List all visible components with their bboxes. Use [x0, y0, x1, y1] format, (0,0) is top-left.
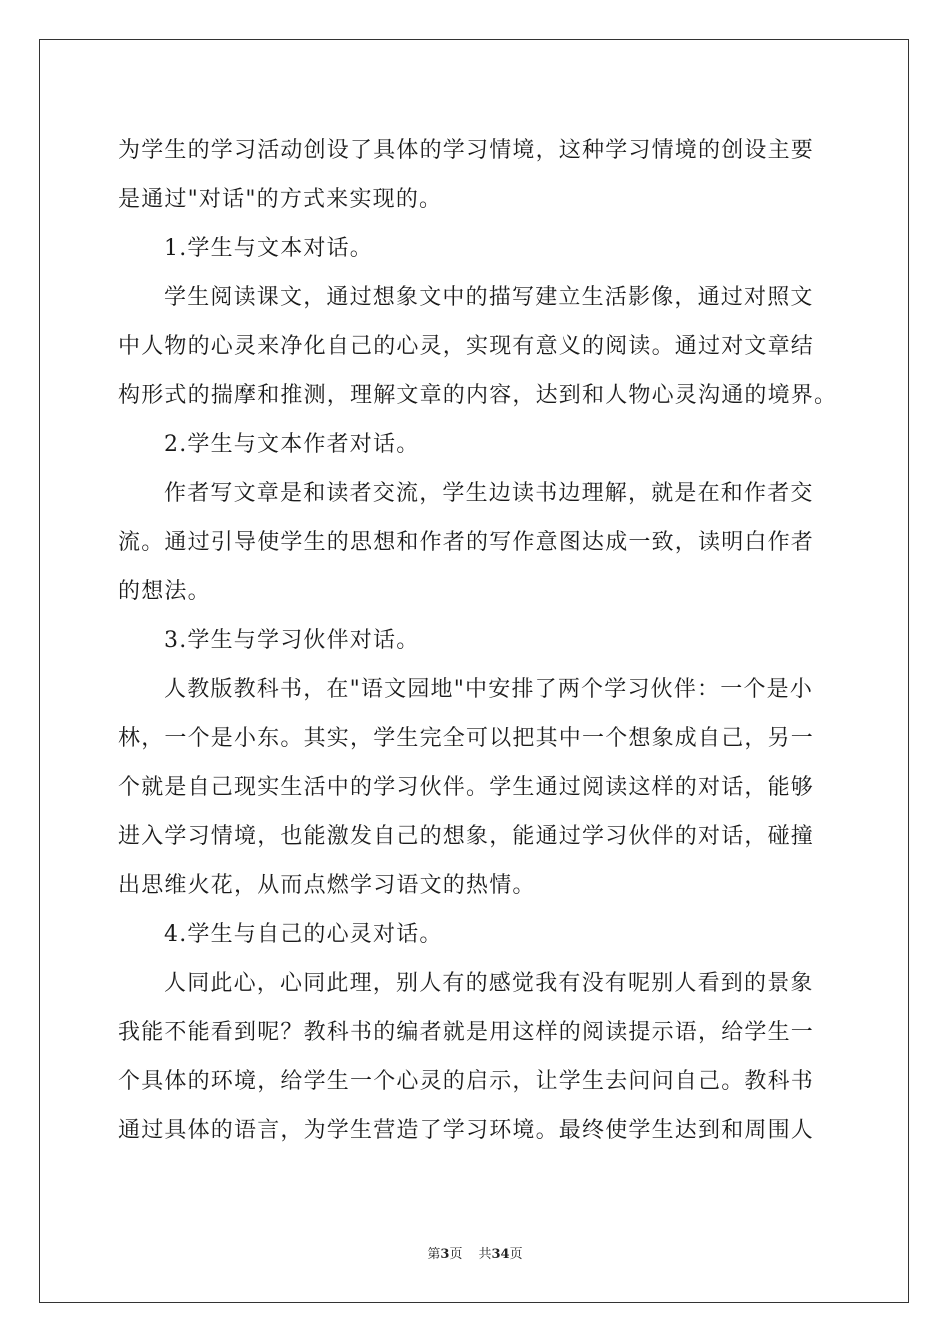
text-line: 2.学生与文本作者对话。 — [164, 432, 420, 457]
text-line: 学生阅读课文，通过想象文中的描写建立生活影像，通过对照文 — [164, 285, 814, 310]
page-number: 3 — [440, 1247, 450, 1262]
text-line: 为学生的学习活动创设了具体的学习情境，这种学习情境的创设主要 — [118, 138, 815, 163]
text-line: 通过具体的语言，为学生营造了学习环境。最终使学生达到和周围人 — [118, 1118, 815, 1143]
text-line: 人教版教科书，在"语文园地"中安排了两个学习伙伴：一个是小 — [164, 677, 814, 702]
text-line: 我能不能看到呢？教科书的编者就是用这样的阅读提示语，给学生一 — [118, 1020, 815, 1045]
text-line: 人同此心，心同此理，别人有的感觉我有没有呢别人看到的景象 — [164, 971, 814, 996]
text-line: 1.学生与文本对话。 — [164, 236, 373, 261]
page-suffix: 页 — [449, 1247, 463, 1262]
text-line: 流。通过引导使学生的思想和作者的写作意图达成一致，读明白作者 — [118, 530, 815, 555]
text-line: 出思维火花，从而点燃学习语文的热情。 — [118, 873, 536, 898]
page-footer — [0, 1246, 950, 1264]
page-prefix: 第 — [427, 1247, 441, 1262]
text-line: 中人物的心灵来净化自己的心灵，实现有意义的阅读。通过对文章结 — [118, 334, 815, 359]
text-line: 个就是自己现实生活中的学习伙伴。学生通过阅读这样的对话，能够 — [118, 775, 815, 800]
text-line: 作者写文章是和读者交流，学生边读书边理解，就是在和作者交 — [164, 481, 814, 506]
total-suffix: 页 — [509, 1247, 523, 1262]
text-line: 构形式的揣摩和推测，理解文章的内容，达到和人物心灵沟通的境界。 — [118, 383, 838, 408]
text-line: 个具体的环境，给学生一个心灵的启示，让学生去问问自己。教科书 — [118, 1069, 815, 1094]
text-line: 的想法。 — [118, 579, 211, 604]
document-body — [118, 126, 838, 1155]
text-line: 是通过"对话"的方式来实现的。 — [118, 187, 443, 212]
text-line: 4.学生与自己的心灵对话。 — [164, 922, 443, 947]
text-line: 进入学习情境，也能激发自己的想象，能通过学习伙伴的对话，碰撞 — [118, 824, 815, 849]
text-line: 林，一个是小东。其实，学生完全可以把其中一个想象成自己，另一 — [118, 726, 815, 751]
total-pages: 34 — [491, 1247, 510, 1262]
total-prefix: 共 — [478, 1247, 492, 1262]
text-line: 3.学生与学习伙伴对话。 — [164, 628, 420, 653]
